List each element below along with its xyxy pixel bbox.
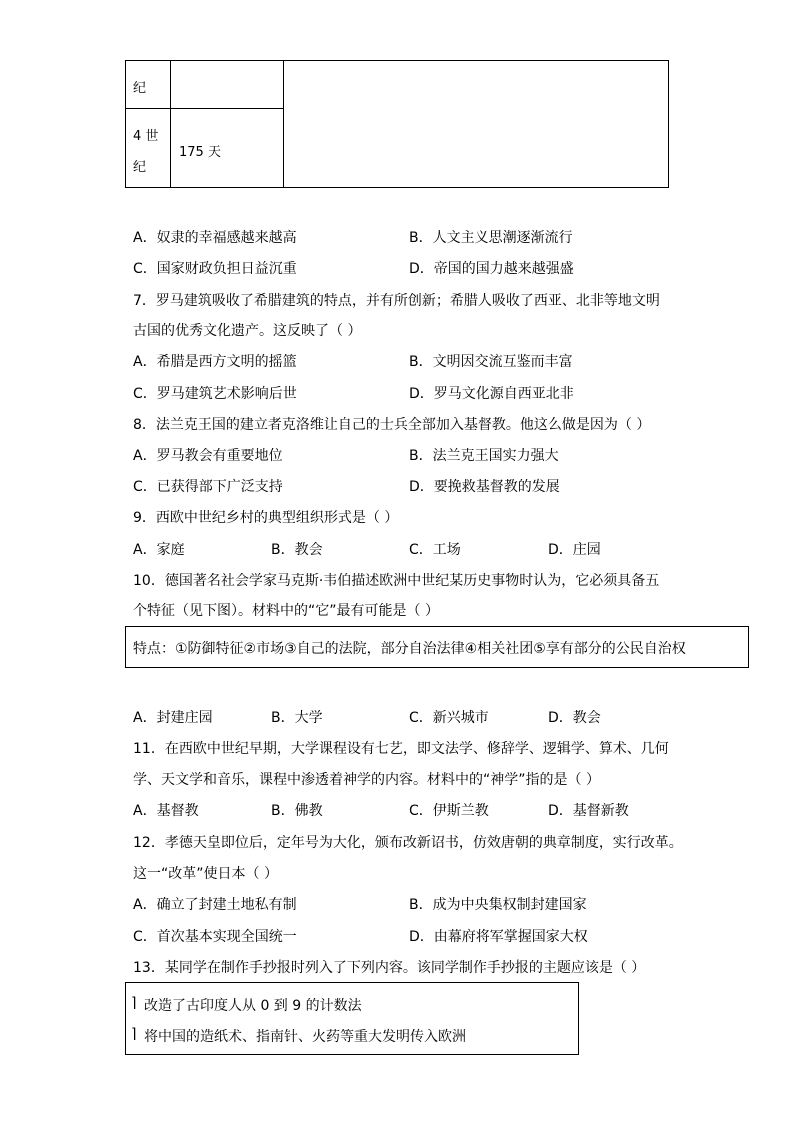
q6-option-d[interactable]: D．帝国的国力越来越强盛 [409,261,574,277]
table-cell-century-end: 纪 [133,81,147,96]
table-border-left [125,60,126,188]
q12-option-d[interactable]: D．由幕府将军掌握国家大权 [409,929,588,945]
q9-option-a[interactable]: A．家庭 [133,542,185,558]
q11-option-d[interactable]: D．基督新教 [548,803,629,819]
q13-bullet-2-icon: ⌉ [131,1026,137,1042]
q7-option-b[interactable]: B．文明因交流互鉴而丰富 [409,354,573,370]
q7-stem-line2: 古国的优秀文化遗产。这反映了（ ） [133,323,362,339]
table-col-divider-2 [283,60,284,188]
q11-option-b[interactable]: B．佛教 [271,803,323,819]
q10-stem-line2: 个特征（见下图）。材料中的“它”最有可能是（ ） [133,603,439,619]
table-cell-century-4a: 4 世 [133,129,159,144]
q7-stem-line1: 7．罗马建筑吸收了希腊建筑的特点，并有所创新；希腊人吸收了西亚、北非等地文明 [133,293,660,309]
q13-item-1: 改造了古印度人从 0 到 9 的计数法 [144,998,362,1014]
q12-stem-line2: 这一“改革”使日本（ ） [133,866,278,882]
q6-option-a[interactable]: A．奴隶的幸福感越来越高 [133,230,297,246]
q8-option-a[interactable]: A．罗马教会有重要地位 [133,448,283,464]
q11-stem-line2: 学、天文学和音乐，课程中渗透着神学的内容。材料中的“神学”指的是（ ） [133,772,600,788]
q9-option-c[interactable]: C．工场 [409,542,461,558]
table-row-divider [125,108,283,109]
q7-option-c[interactable]: C．罗马建筑艺术影响后世 [133,386,297,402]
q8-option-c[interactable]: C．已获得部下广泛支持 [133,479,283,495]
q9-option-b[interactable]: B．教会 [271,542,323,558]
q11-stem-line1: 11．在西欧中世纪早期，大学课程设有七艺，即文法学、修辞学、逻辑学、算术、几何 [133,741,669,757]
table-col-divider-1 [170,60,171,188]
q7-option-d[interactable]: D．罗马文化源自西亚北非 [409,386,574,402]
q12-stem-line1: 12．孝德天皇即位后，定年号为大化，颁布改新诏书，仿效唐朝的典章制度，实行改革。 [133,835,683,851]
q7-option-a[interactable]: A．希腊是西方文明的摇篮 [133,354,297,370]
q11-option-c[interactable]: C．伊斯兰教 [409,803,489,819]
table-cell-century-4b: 纪 [133,160,147,175]
table-border-top [125,60,669,61]
q10-option-a[interactable]: A．封建庄园 [133,710,213,726]
q8-option-b[interactable]: B．法兰克王国实力强大 [409,448,559,464]
q9-stem-line1: 9．西欧中世纪乡村的典型组织形式是（ ） [133,510,399,526]
q6-option-b[interactable]: B．人文主义思潮逐渐流行 [409,230,573,246]
q10-feature-text: 特点：①防御特征②市场③自己的法院，部分自治法律④相关社团⑤享有部分的公民自治权 [133,641,686,657]
q10-option-b[interactable]: B．大学 [271,710,323,726]
q12-option-a[interactable]: A．确立了封建土地私有制 [133,897,297,913]
q8-stem-line1: 8．法兰克王国的建立者克洛维让自己的士兵全部加入基督教。他这么做是因为（ ） [133,417,651,433]
q6-option-c[interactable]: C．国家财政负担日益沉重 [133,261,297,277]
q10-option-d[interactable]: D．教会 [548,710,601,726]
q12-option-b[interactable]: B．成为中央集权制封建国家 [409,897,587,913]
q13-stem-line1: 13．某同学在制作手抄报时列入了下列内容。该同学制作手抄报的主题应该是（ ） [133,960,646,976]
q13-item-2: 将中国的造纸术、指南针、火药等重大发明传入欧洲 [144,1029,466,1045]
table-border-bottom [125,187,669,188]
q10-option-c[interactable]: C．新兴城市 [409,710,489,726]
q13-bullet-1-icon: ⌉ [131,995,137,1011]
q8-option-d[interactable]: D．要挽救基督教的发展 [409,479,560,495]
q10-stem-line1: 10．德国著名社会学家马克斯·韦伯描述欧洲中世纪某历史事物时认为，它必须具备五 [133,573,660,589]
q12-option-c[interactable]: C．首次基本实现全国统一 [133,929,297,945]
q11-option-a[interactable]: A．基督教 [133,803,199,819]
q9-option-d[interactable]: D．庄园 [548,542,601,558]
table-cell-days: 175 天 [179,145,221,160]
table-border-right [668,60,669,188]
